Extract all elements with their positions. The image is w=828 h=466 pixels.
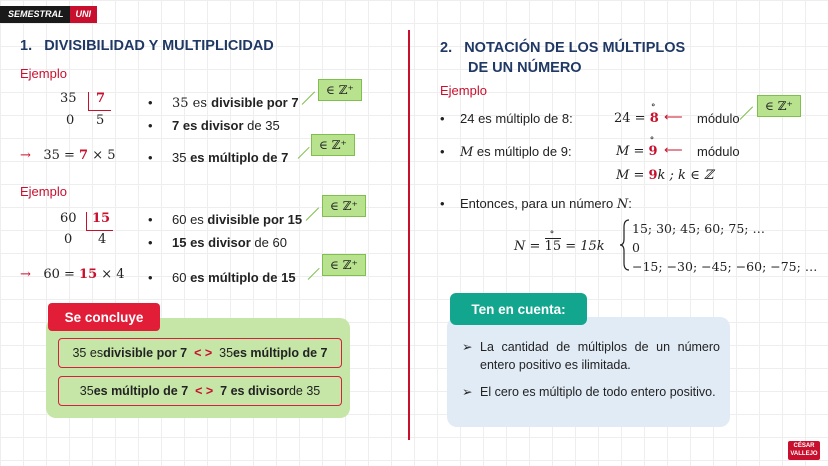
- conclusion-header: Se concluye: [48, 303, 160, 331]
- ejemplo1-dividend: 35: [60, 91, 77, 106]
- cesar-vallejo-logo: CÉSAR VALLEJO: [788, 441, 820, 460]
- sec2-eq-24-red: 8: [649, 111, 659, 126]
- concl-r2-pre: 35: [79, 384, 94, 398]
- sec2-eq-m-red: 9: [648, 144, 658, 159]
- ejemplo2-eq-prefix: 60 =: [43, 267, 75, 282]
- concl-r1-bold: divisible por 7: [103, 346, 188, 360]
- n-values-positive: 15; 30; 45; 60; 75; …: [632, 221, 765, 236]
- sec2-statement-3: [460, 196, 632, 212]
- sec2-eq-mk-red: 9: [648, 168, 658, 183]
- ejemplo2-eq-factor: 15: [79, 267, 98, 282]
- sec2-var-n: N: [616, 197, 629, 212]
- section2-number: 2.: [440, 40, 453, 56]
- ejemplo1-remainder: 0: [66, 113, 75, 128]
- ejemplo1-s2-post: de 35: [243, 118, 280, 133]
- ejemplo2-remainder: 0: [64, 232, 73, 247]
- ejemplo2-statement-1: [172, 212, 302, 227]
- sec2-bullet-1: •: [440, 111, 445, 126]
- ejemplo1-label: Ejemplo: [20, 66, 67, 81]
- ten-item-1: [462, 338, 720, 374]
- concl-r2-post-bold: 7 es divisor: [220, 384, 289, 398]
- sec2-eq-24: [614, 100, 659, 126]
- ejemplo2-statement-2: [172, 235, 287, 250]
- sec2-bullet-3: •: [440, 196, 445, 211]
- tag-z-plus-5: ∈ ℤ⁺: [757, 95, 801, 117]
- sec2-eq-n-rhs: = 15k: [565, 239, 605, 254]
- section2-title-line1: NOTACIÓN DE LOS MÚLTIPLOS: [464, 40, 686, 56]
- concl-r1-equivalence: < >: [194, 346, 213, 360]
- ejemplo2-equation: [20, 267, 125, 282]
- modulo-label-2: módulo: [697, 144, 740, 159]
- ejemplo2-quotient: 4: [98, 232, 107, 247]
- sec2-var-m: M: [460, 145, 474, 160]
- arrow-left-2: ⟵: [664, 142, 683, 157]
- ejemplo2-label: Ejemplo: [20, 184, 67, 199]
- ejemplo1-eq-factor: 7: [79, 148, 89, 163]
- concl-r1-post-pre: 35: [219, 346, 234, 360]
- section1-number: 1.: [20, 38, 33, 54]
- section1-title-text: DIVISIBILIDAD Y MULTIPLICIDAD: [44, 38, 274, 54]
- ejemplo1-eq-suffix: × 5: [92, 148, 116, 163]
- ejemplo1-quotient: 5: [96, 113, 105, 128]
- ejemplo2-s1-pre: 60 es: [172, 212, 208, 227]
- section2-title-line2: DE UN NÚMERO: [468, 60, 582, 76]
- n-values-zero: 0: [632, 240, 640, 255]
- column-divider: [408, 30, 410, 440]
- brace-icon: [620, 219, 630, 271]
- ejemplo1-statement-2: [172, 118, 280, 133]
- ejemplo2-s2-post: de 60: [250, 235, 287, 250]
- ejemplo1-s3-bold: es múltiplo de 7: [190, 150, 289, 165]
- sec2-ring-1: ∘: [650, 100, 656, 111]
- sec2-eq-m-k: [616, 168, 713, 183]
- concl-r1-post-bold: es múltiplo de 7: [233, 346, 328, 360]
- conclusion-row-1: [58, 338, 342, 368]
- ejemplo1-statement-3: [172, 150, 288, 165]
- badge-uni: UNI: [70, 6, 98, 23]
- sec2-s2-text: es múltiplo de 9:: [473, 144, 572, 159]
- ejemplo2-bullet-3: •: [148, 270, 153, 285]
- conclusion-row-2: [58, 376, 342, 406]
- tag-connector-5: [740, 106, 753, 119]
- sec2-eq-m-lhs: M =: [616, 144, 645, 159]
- sec2-eq-n: [514, 227, 605, 254]
- sec2-eq-n-15: 15: [544, 239, 562, 254]
- ejemplo2-s2-bold: 15 es divisor: [172, 235, 251, 250]
- ten-item-2-arrow-icon: ➢: [462, 385, 473, 399]
- sec2-statement-1: 24 es múltiplo de 8:: [460, 111, 573, 126]
- ejemplo1-bullet-2: •: [148, 118, 153, 133]
- ten-item-1-text: La cantidad de múltiplos de un número entero positivo es ilimitada.: [480, 340, 720, 372]
- sec2-eq-n-lhs: N =: [514, 239, 541, 254]
- ejemplo2-bullet-2: •: [148, 235, 153, 250]
- n-values-negative: −15; −30; −45; −60; −75; …: [632, 259, 818, 274]
- sec2-eq-m: [616, 133, 658, 159]
- ten-en-cuenta-header: Ten en cuenta:: [450, 293, 587, 325]
- tag-connector-4: [308, 268, 320, 280]
- modulo-label-1: módulo: [697, 111, 740, 126]
- concl-r2-equivalence: < >: [195, 384, 214, 398]
- tag-z-plus-4: ∈ ℤ⁺: [322, 254, 366, 276]
- ejemplo2-s3-bold: es múltiplo de 15: [190, 270, 296, 285]
- sec2-bullet-2: •: [440, 144, 445, 159]
- tag-z-plus-1: ∈ ℤ⁺: [318, 79, 362, 101]
- section2-title: [440, 38, 685, 78]
- sec2-s3-colon: :: [628, 196, 632, 211]
- badge-semestral: SEMESTRAL: [0, 6, 70, 23]
- ejemplo2-bullet-1: •: [148, 212, 153, 227]
- ten-item-2-text: El cero es múltiplo de todo entero positivo.: [480, 385, 716, 399]
- ten-item-2: [462, 383, 720, 401]
- sec2-eq-mk-lhs: M =: [616, 168, 645, 183]
- ejemplo1-eq-prefix: 35 =: [43, 148, 75, 163]
- sec2-eq-24-modulo: [649, 100, 659, 126]
- ejemplo2-divisor: 15: [92, 211, 111, 226]
- sec2-eq-mk-post: k ; k ∈ ℤ: [657, 168, 714, 183]
- sec2-eq-n-multiple: [544, 227, 562, 254]
- ejemplo2-s3-pre: 60: [172, 270, 191, 285]
- ejemplo1-s1-pre: 35 es: [172, 96, 212, 111]
- semester-badge: [0, 6, 97, 23]
- sec2-ring-3: ∘: [549, 227, 555, 238]
- ejemplo2-s1-bold: divisible por 15: [207, 212, 303, 227]
- ejemplo1-s2-bold: 7 es divisor: [172, 118, 244, 133]
- sec2-ring-2: ∘: [649, 133, 655, 144]
- section2-ejemplo-label: Ejemplo: [440, 83, 487, 98]
- sec2-s3-text: Entonces, para un número: [460, 196, 617, 211]
- ejemplo1-s1-bold: divisible por 7: [211, 95, 299, 110]
- ejemplo1-arrow: →: [20, 148, 31, 163]
- ejemplo2-dividend: 60: [60, 211, 77, 226]
- ejemplo1-bullet-1: •: [148, 95, 153, 110]
- ejemplo1-divisor: 7: [96, 91, 106, 106]
- sec2-eq-24-lhs: 24 =: [614, 111, 646, 126]
- tag-z-plus-2: ∈ ℤ⁺: [311, 134, 355, 156]
- ejemplo2-arrow: →: [20, 267, 31, 282]
- tag-z-plus-3: ∈ ℤ⁺: [322, 195, 366, 217]
- ejemplo1-s3-pre: 35: [172, 150, 191, 165]
- ten-item-1-arrow-icon: ➢: [462, 340, 473, 354]
- ejemplo1-statement-1: [172, 95, 299, 111]
- concl-r1-pre: 35 es: [72, 346, 104, 360]
- ejemplo2-eq-suffix: × 4: [101, 267, 125, 282]
- section1-title: [20, 38, 274, 54]
- ejemplo1-bullet-3: •: [148, 150, 153, 165]
- tag-connector-3: [306, 207, 319, 220]
- sec2-eq-m-modulo: [648, 133, 658, 159]
- tag-connector-1: [302, 91, 315, 104]
- ejemplo2-statement-3: [172, 270, 296, 285]
- sec2-statement-2: [460, 144, 572, 160]
- concl-r2-bold: es múltiplo de 7: [93, 384, 189, 398]
- concl-r2-post: de 35: [288, 384, 321, 398]
- tag-connector-2: [298, 147, 310, 159]
- arrow-left-1: ⟵: [664, 109, 683, 124]
- ejemplo1-equation: [20, 148, 116, 163]
